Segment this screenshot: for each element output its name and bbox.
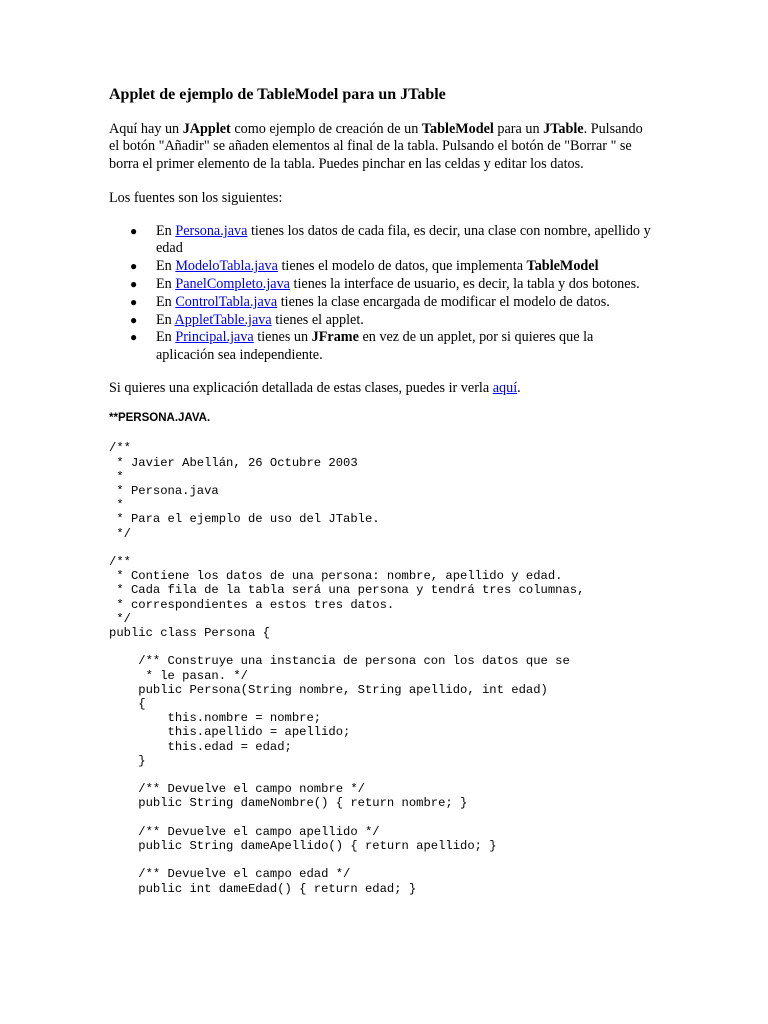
- list-item-text: tienes la clase encargada de modificar el modelo de datos.: [277, 293, 610, 310]
- intro-text-1: Aquí hay un: [109, 121, 183, 137]
- list-item-prefix: En: [156, 258, 176, 275]
- document-body: [109, 85, 654, 896]
- list-item-text: tienes el applet.: [271, 311, 364, 328]
- list-item-text-end: en vez de un applet, por si quieres que la aplicación sea independiente.: [156, 329, 594, 363]
- intro-bold-jtable: JTable: [543, 121, 584, 137]
- section-heading: **PERSONA.JAVA.: [109, 412, 211, 425]
- list-item-prefix: En: [156, 293, 176, 310]
- link-principal-java[interactable]: Principal.java: [175, 329, 254, 346]
- link-panelcompleto-java[interactable]: PanelCompleto.java: [175, 276, 290, 293]
- page-title: Applet de ejemplo de TableModel para un JTable: [109, 86, 446, 103]
- bullet-icon: ●: [130, 277, 138, 292]
- list-item-text: tienes el modelo de datos, que implementa: [277, 258, 527, 275]
- list-item-bold: TableModel: [526, 258, 599, 275]
- bullet-icon: ●: [130, 330, 138, 345]
- intro-text-3: para un: [493, 121, 544, 137]
- sources-label: Los fuentes son los siguientes:: [109, 189, 283, 206]
- list-item-bold: JFrame: [311, 329, 359, 346]
- link-aqui[interactable]: aquí: [492, 380, 518, 397]
- list-item-prefix: En: [156, 329, 176, 346]
- code-block: /** * Javier Abellán, 26 Octubre 2003 * * Persona.java * * Para el ejemplo de uso del JTable. */ /** * Contiene los datos de una persona: nombre, apellido y edad. * Cada fila de la tabla será una persona y tendrá tres columnas, * correspondientes a estos tres datos. */ public class Persona { /** Construye una instancia de persona con los datos que se * le pasan. */ public Persona(String nombre, String apellido, int edad) { this.nombre = nombre; this.apellido = apellido; this.edad = edad; } /** Devuelve el campo nombre */ public String dameNombre() { return nombre; } /** Devuelve el campo apellido */ public String dameApellido() { return apellido; } /** Devuelve el campo edad */ public int dameEdad() { return edad; }: [109, 441, 585, 896]
- explanation-paragraph: [109, 380, 654, 397]
- list-item-text: tienes los datos de cada fila, es decir, una clase con nombre, apellido y edad: [156, 223, 651, 257]
- bullet-icon: ●: [130, 259, 138, 274]
- list-item: [109, 329, 654, 364]
- bullet-icon: ●: [130, 312, 138, 327]
- bullet-icon: ●: [130, 224, 138, 239]
- list-item: [109, 294, 654, 311]
- link-persona-java[interactable]: Persona.java: [175, 223, 248, 240]
- list-item: [109, 258, 654, 275]
- intro-bold-japplet: JApplet: [182, 121, 231, 137]
- list-item-prefix: En: [156, 276, 176, 293]
- list-item: [109, 223, 654, 258]
- link-controltabla-java[interactable]: ControlTabla.java: [175, 293, 278, 310]
- intro-text-2: como ejemplo de creación de un: [230, 121, 422, 137]
- intro-text-4: . Pulsando el botón "Añadir" se añaden elementos al final de la tabla. Pulsando el botón de "Borrar " se borra el primer elemento de la tabla. Puedes pinchar en las celdas y editar los datos.: [109, 121, 643, 172]
- list-item: [109, 276, 654, 293]
- bullet-icon: ●: [130, 294, 138, 309]
- intro-paragraph: [109, 121, 654, 173]
- list-item-text: tienes la interface de usuario, es decir, la tabla y dos botones.: [289, 276, 640, 293]
- list-item: [109, 312, 654, 329]
- link-modelotabla-java[interactable]: ModeloTabla.java: [175, 258, 278, 275]
- list-item-prefix: En: [156, 223, 176, 240]
- explanation-text: Si quieres una explicación detallada de estas clases, puedes ir verla: [109, 380, 493, 397]
- link-applettable-java[interactable]: AppletTable.java: [174, 311, 272, 328]
- explanation-end: .: [517, 380, 521, 397]
- sources-list: [109, 223, 654, 364]
- list-item-text: tienes un: [253, 329, 312, 346]
- intro-bold-tablemodel: TableModel: [421, 121, 494, 137]
- list-item-prefix: En: [156, 311, 175, 328]
